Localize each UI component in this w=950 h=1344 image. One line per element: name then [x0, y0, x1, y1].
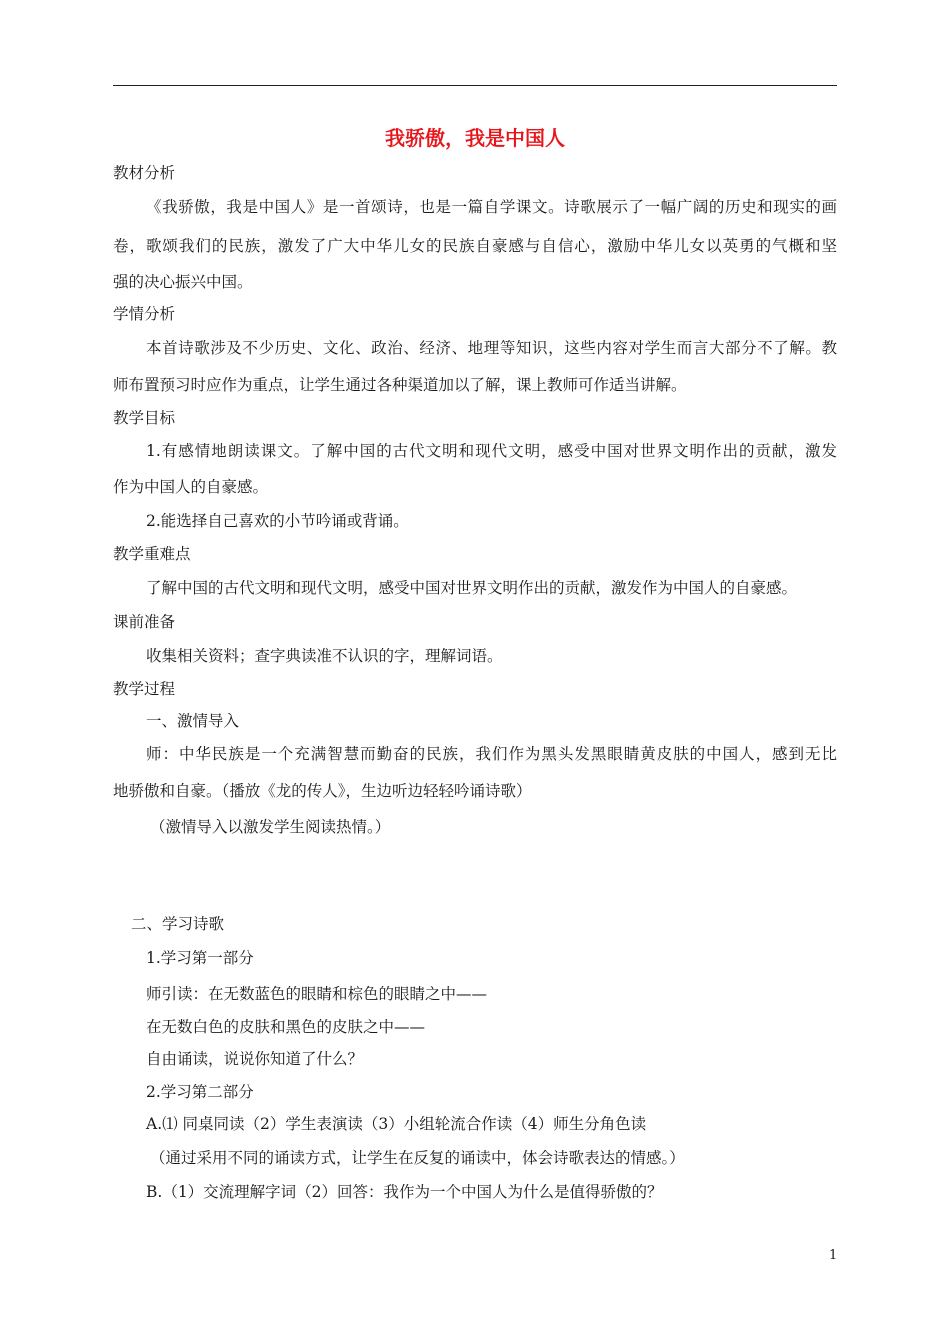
section-heading-teaching-goals: 教学目标 [113, 409, 176, 427]
paragraph-line: 了解中国的古代文明和现代文明，感受中国对世界文明作出的贡献，激发作为中国人的自豪感。 [146, 579, 798, 597]
paragraph-line: 卷，歌颂我们的民族，激发了广大中华儿女的民族自豪感与自信心，激励中华儿女以英勇的气概和坚 [113, 237, 837, 255]
paragraph-line: 《我骄傲，我是中国人》是一首颂诗，也是一篇自学课文。诗歌展示了一幅广阔的历史和现实的画 [146, 198, 837, 216]
paragraph-line: 收集相关资料；查字典读准不认识的字，理解词语。 [146, 647, 503, 665]
subsection-heading: 二、学习诗歌 [131, 915, 225, 933]
paragraph-line: B.（1）交流理解字词（2）回答：我作为一个中国人为什么是值得骄傲的？ [146, 1183, 663, 1201]
header-rule [113, 85, 837, 86]
subsection-heading: 一、激情导入 [146, 712, 240, 730]
section-heading-student-analysis: 学情分析 [113, 305, 176, 323]
section-heading-key-difficulties: 教学重难点 [113, 545, 191, 563]
paragraph-note: （通过采用不同的诵读方式，让学生在反复的诵读中，体会诗歌表达的情感。） [150, 1149, 685, 1167]
paragraph-line: 师：中华民族是一个充满智慧而勤奋的民族，我们作为黑头发黑眼睛黄皮肤的中国人，感到无比 [146, 745, 837, 763]
paragraph-line: 地骄傲和自豪。（播放《龙的传人》，生边听边轻轻吟诵诗歌） [113, 782, 532, 800]
section-heading-textbook-analysis: 教材分析 [113, 164, 176, 182]
paragraph-line: 在无数白色的皮肤和黑色的皮肤之中—— [146, 1018, 426, 1036]
paragraph-line: 本首诗歌涉及不少历史、文化、政治、经济、地理等知识，这些内容对学生而言大部分不了解。教 [146, 339, 837, 357]
paragraph-line: 自由诵读，说说你知道了什么？ [146, 1050, 364, 1068]
paragraph-note: （激情导入以激发学生阅读热情。） [150, 818, 391, 836]
paragraph-line: 强的决心振兴中国。 [113, 273, 253, 291]
paragraph-line: 1.学习第一部分 [146, 949, 254, 967]
section-heading-teaching-process: 教学过程 [113, 680, 176, 698]
paragraph-line: 2.能选择自己喜欢的小节吟诵或背诵。 [146, 512, 409, 530]
paragraph-line: 2.学习第二部分 [146, 1083, 254, 1101]
page-number: 1 [829, 1248, 838, 1263]
section-heading-preparation: 课前准备 [113, 613, 176, 631]
paragraph-line: 师布置预习时应作为重点，让学生通过各种渠道加以了解，课上教师可作适当讲解。 [113, 376, 687, 394]
document-title: 我骄傲，我是中国人 [385, 126, 565, 150]
paragraph-line: A.⑴ 同桌同读（2）学生表演读（3）小组轮流合作读（4）师生分角色读 [146, 1115, 647, 1133]
paragraph-line: 1.有感情地朗读课文。了解中国的古代文明和现代文明，感受中国对世界文明作出的贡献，激发 [146, 442, 837, 460]
paragraph-line: 师引读：在无数蓝色的眼睛和棕色的眼睛之中—— [146, 985, 488, 1003]
paragraph-line: 作为中国人的自豪感。 [113, 478, 269, 496]
